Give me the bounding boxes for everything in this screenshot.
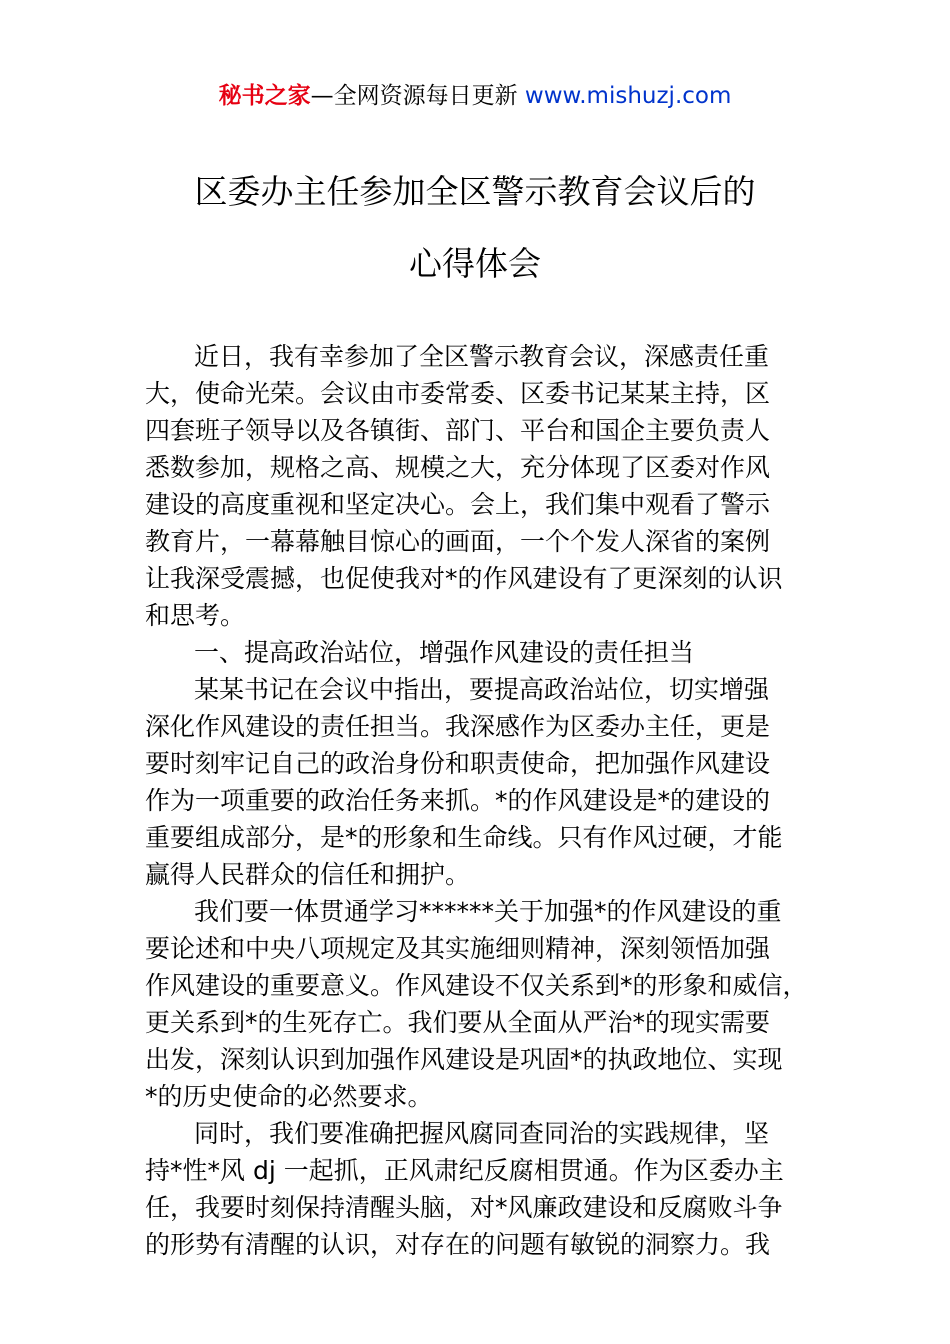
body-line: 同时，我们要准确把握风腐同查同治的实践规律，坚: [194, 1119, 770, 1148]
body-line: 作风建设的重要意义。作风建设不仅关系到*的形象和威信，: [145, 971, 808, 1000]
body-line: 的形势有清醒的认识，对存在的问题有敏锐的洞察力。我: [145, 1230, 771, 1259]
body-line: *的历史使命的必然要求。: [145, 1082, 433, 1111]
site-tagline: —全网资源每日更新: [310, 83, 525, 109]
body-line: 深化作风建设的责任担当。我深感作为区委办主任，更是: [145, 712, 771, 741]
site-url-link[interactable]: www.mishuzj.com: [524, 83, 732, 109]
body-line: 要时刻牢记自己的政治身份和职责使命，把加强作风建设: [145, 749, 771, 778]
body-line: 任，我要时刻保持清醒头脑，对*风廉政建设和反腐败斗争: [145, 1193, 783, 1222]
site-header: [0, 80, 950, 112]
body-line: 持*性*风 dj 一起抓，正风肃纪反腐相贯通。作为区委办主: [145, 1156, 784, 1185]
body-line: 和思考。: [145, 601, 246, 630]
body-line: 教育片，一幕幕触目惊心的画面，一个个发人深省的案例: [145, 527, 771, 556]
body-line: 四套班子领导以及各镇街、部门、平台和国企主要负责人: [145, 416, 771, 445]
body-line: 一、提高政治站位，增强作风建设的责任担当: [194, 638, 695, 667]
body-line: 近日，我有幸参加了全区警示教育会议，深感责任重: [194, 342, 770, 371]
document-title-line-1: 区委办主任参加全区警示教育会议后的: [194, 172, 756, 211]
body-line: 更关系到*的生死存亡。我们要从全面从严治*的现实需要: [145, 1008, 771, 1037]
body-line: 建设的高度重视和坚定决心。会上，我们集中观看了警示: [145, 490, 771, 519]
body-line: 大，使命光荣。会议由市委常委、区委书记某某主持，区: [145, 379, 771, 408]
body-line: 我们要一体贯通学习******关于加强*的作风建设的重: [194, 897, 782, 926]
document-body: [145, 338, 817, 1263]
body-line: 赢得人民群众的信任和拥护。: [145, 860, 471, 889]
body-line: 要论述和中央八项规定及其实施细则精神，深刻领悟加强: [145, 934, 771, 963]
document-title-line-2: 心得体会: [409, 244, 541, 283]
body-line: 某某书记在会议中指出，要提高政治站位，切实增强: [194, 675, 770, 704]
body-line: 悉数参加，规格之高、规模之大，充分体现了区委对作风: [145, 453, 771, 482]
body-line: 让我深受震撼，也促使我对*的作风建设有了更深刻的认识: [145, 564, 783, 593]
body-line: 重要组成部分，是*的形象和生命线。只有作风过硬，才能: [145, 823, 783, 852]
body-line: 作为一项重要的政治任务来抓。*的作风建设是*的建设的: [145, 786, 771, 815]
site-brand: 秘书之家: [218, 83, 311, 109]
document-title: [0, 156, 950, 300]
body-line: 出发，深刻认识到加强作风建设是巩固*的执政地位、实现: [145, 1045, 783, 1074]
